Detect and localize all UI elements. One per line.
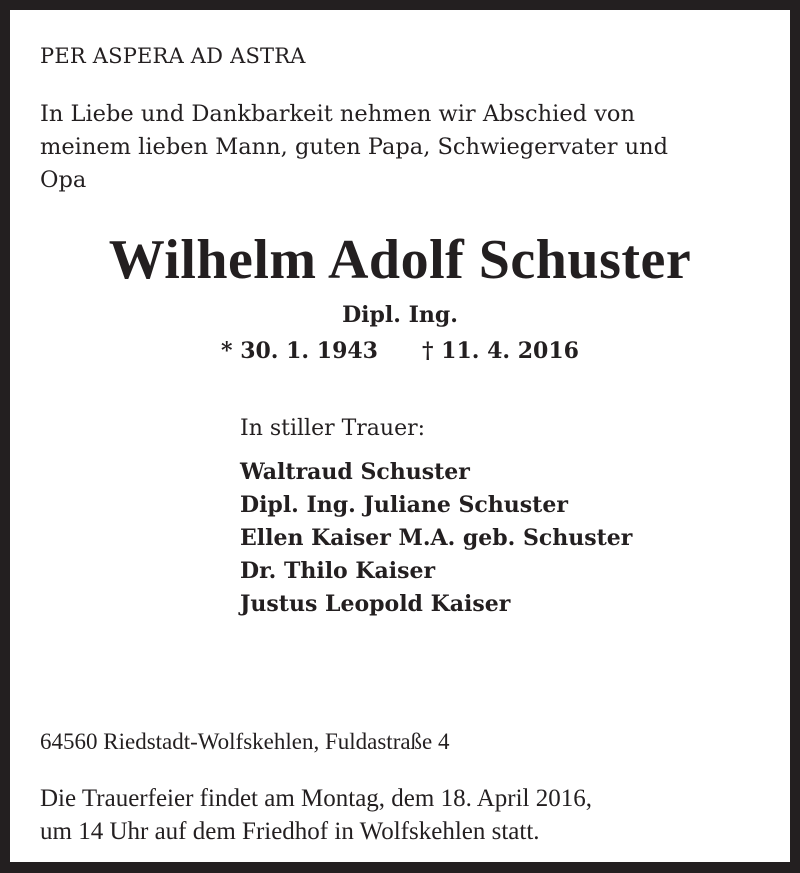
death-date: † 11. 4. 2016 [422,338,579,364]
intro-line: In Liebe und Dankbarkeit nehmen wir Abschied von [40,101,635,127]
service-info [40,782,592,848]
service-line: um 14 Uhr auf dem Friedhof in Wolfskehlen statt. [40,818,540,845]
mourner: Ellen Kaiser M.A. geb. Schuster [240,525,633,551]
service-line: Die Trauerfeier findet am Montag, dem 18. April 2016, [40,785,592,812]
intro-line: Opa [40,167,87,193]
deceased-name: Wilhelm Adolf Schuster [108,229,692,291]
address: 64560 Riedstadt-Wolfskehlen, Fuldastraße 4 [40,729,450,754]
intro-text [40,98,780,197]
mourners-label: In stiller Trauer: [240,416,426,441]
mourner: Dr. Thilo Kaiser [240,558,436,584]
motto: PER ASPERA AD ASTRA [40,44,306,68]
birth-date: * 30. 1. 1943 [221,338,378,364]
mourner: Dipl. Ing. Juliane Schuster [240,492,568,518]
intro-line: meinem lieben Mann, guten Papa, Schwiegervater und [40,134,669,160]
mourners-list [240,456,632,621]
mourner: Waltraud Schuster [240,459,470,485]
obituary-notice [10,10,790,862]
mourner: Justus Leopold Kaiser [240,591,511,617]
life-dates [10,338,790,364]
deceased-title: Dipl. Ing. [342,302,458,328]
